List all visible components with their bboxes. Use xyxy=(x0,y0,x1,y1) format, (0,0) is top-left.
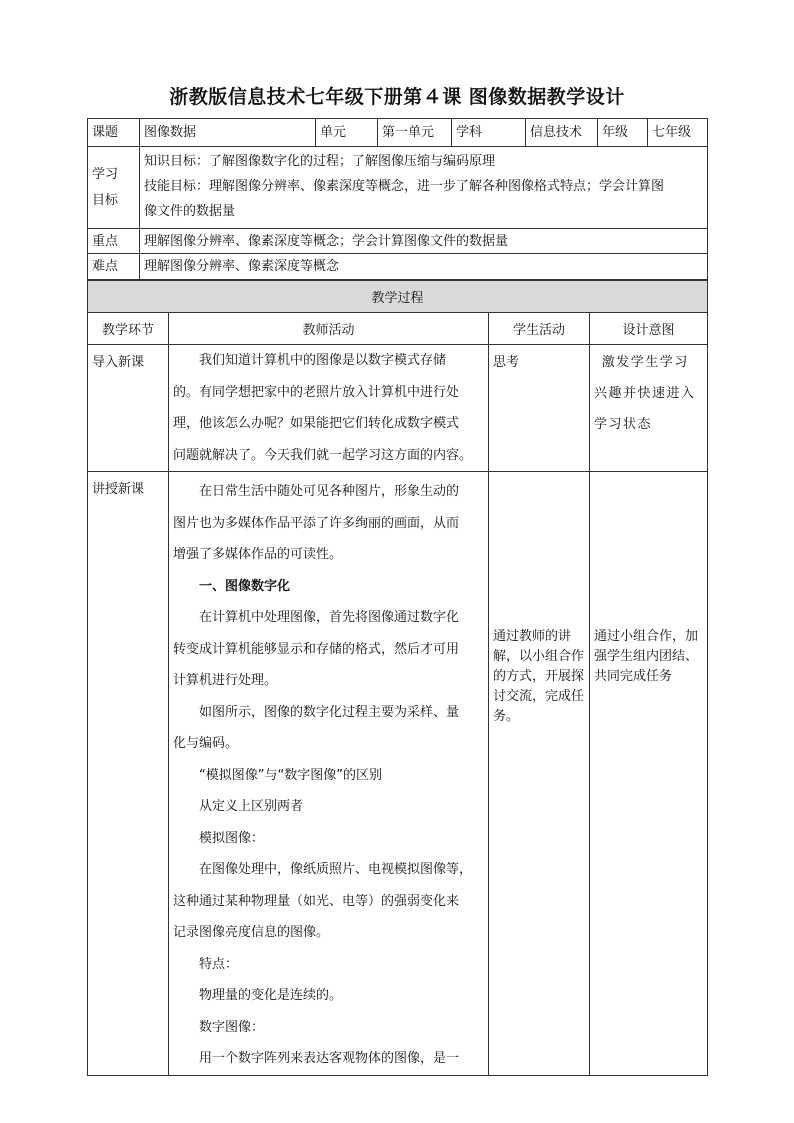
process-header: 教学过程 xyxy=(88,281,708,313)
design-intro xyxy=(590,345,708,472)
teacher-lecture-line: 化与编码。 xyxy=(173,736,239,751)
teacher-lecture-line: 这种通过某种物理量（如光、电等）的强弱变化来 xyxy=(173,893,460,909)
difficulty-label: 难点 xyxy=(88,254,140,280)
teacher-lecture-line: 图片也为多媒体作品平添了许多绚丽的画面，从而 xyxy=(173,515,460,531)
teacher-intro-line: 问题就解决了。今天我们就一起学习这方面的内容。 xyxy=(173,447,473,463)
teacher-lecture-line: 在图像处理中，像纸质照片、电视模拟图像等， xyxy=(199,862,473,877)
col-stage-header: 教学环节 xyxy=(88,313,169,345)
design-intro-line: 兴趣并快速进入 xyxy=(594,386,696,401)
topic-value: 图像数据 xyxy=(140,119,316,147)
teacher-intro-line: 我们知道计算机中的图像是以数字模式存储 xyxy=(199,353,447,368)
goal-knowledge: 知识目标：了解图像数字化的过程；了解图像压缩与编码原理 xyxy=(144,154,496,169)
teacher-intro-line: 的。有同学想把家中的老照片放入计算机中进行处 xyxy=(173,384,460,400)
teacher-lecture-line: 在日常生活中随处可见各种图片，形象生动的 xyxy=(199,484,460,499)
subject-value: 信息技术 xyxy=(526,119,598,147)
teacher-lecture-line: 增强了多媒体作品的可读性。 xyxy=(173,547,343,562)
teaching-process-table xyxy=(87,280,708,1076)
student-lecture: 通过教师的讲解，以小组合作的方式，开展探讨交流，完成任务。 xyxy=(489,472,590,1076)
col-design-header: 设计意图 xyxy=(590,313,708,345)
difficulty-value: 理解图像分辨率、像素深度等概念 xyxy=(140,254,708,280)
teacher-lecture-line: 转变成计算机能够显示和存储的格式，然后才可用 xyxy=(173,641,460,657)
unit-value: 第一单元 xyxy=(378,119,452,147)
teacher-lecture-line: “模拟图像”与“数字图像”的区别 xyxy=(199,767,382,783)
teacher-lecture-line: 在计算机中处理图像，首先将图像通过数字化 xyxy=(199,610,460,625)
key-value: 理解图像分辨率、像素深度等概念；学会计算图像文件的数据量 xyxy=(140,229,708,254)
grade-label: 年级 xyxy=(598,119,648,147)
stage-lecture: 讲授新课 xyxy=(88,472,169,1076)
teacher-lecture-line: 物理量的变化是连续的。 xyxy=(199,988,343,1003)
teacher-lecture xyxy=(169,472,489,1076)
design-lecture: 通过小组合作，加强学生组内团结、共同完成任务 xyxy=(590,472,708,1076)
col-student-header: 学生活动 xyxy=(489,313,590,345)
teacher-lecture-line: 模拟图像： xyxy=(199,830,265,846)
teacher-lecture-line: 用一个数字阵列来表达客观物体的图像，是一 xyxy=(199,1051,460,1066)
teacher-lecture-line: 计算机进行处理。 xyxy=(173,673,278,688)
grade-value: 七年级 xyxy=(648,119,708,147)
teacher-lecture-line: 特点： xyxy=(199,956,239,972)
topic-label: 课题 xyxy=(88,119,140,147)
goals-label xyxy=(88,147,140,229)
col-teacher-header: 教师活动 xyxy=(169,313,489,345)
unit-label: 单元 xyxy=(316,119,378,147)
teacher-intro xyxy=(169,345,489,472)
teacher-intro-line: 理，他该怎么办呢？如果能把它们转化成数字模式 xyxy=(173,416,460,431)
teacher-lecture-line: 从定义上区别两者 xyxy=(199,799,304,814)
course-info-table xyxy=(87,118,708,280)
teacher-lecture-line: 数字图像： xyxy=(199,1019,265,1035)
goal-skill-line2: 像文件的数据量 xyxy=(144,204,236,219)
goals-content xyxy=(140,147,708,229)
section-heading: 一、图像数字化 xyxy=(199,578,291,594)
student-intro: 思考 xyxy=(489,345,590,472)
teacher-lecture-line: 如图所示，图像的数字化过程主要为采样、量 xyxy=(199,704,460,720)
design-intro-line: 学习状态 xyxy=(594,417,653,432)
stage-intro: 导入新课 xyxy=(88,345,169,472)
subject-label: 学科 xyxy=(452,119,526,147)
key-label: 重点 xyxy=(88,229,140,254)
page-title: 浙教版信息技术七年级下册第４课 图像数据教学设计 xyxy=(169,86,625,108)
goals-label-line2: 目标 xyxy=(92,192,119,208)
goals-label-line1: 学习 xyxy=(92,166,119,182)
goal-skill-line1: 技能目标：理解图像分辨率、像素深度等概念，进一步了解各种图像格式特点；学会计算图 xyxy=(144,179,665,194)
teacher-lecture-line: 记录图像亮度信息的图像。 xyxy=(173,925,330,940)
design-intro-line: 激发学生学习 xyxy=(601,355,689,370)
